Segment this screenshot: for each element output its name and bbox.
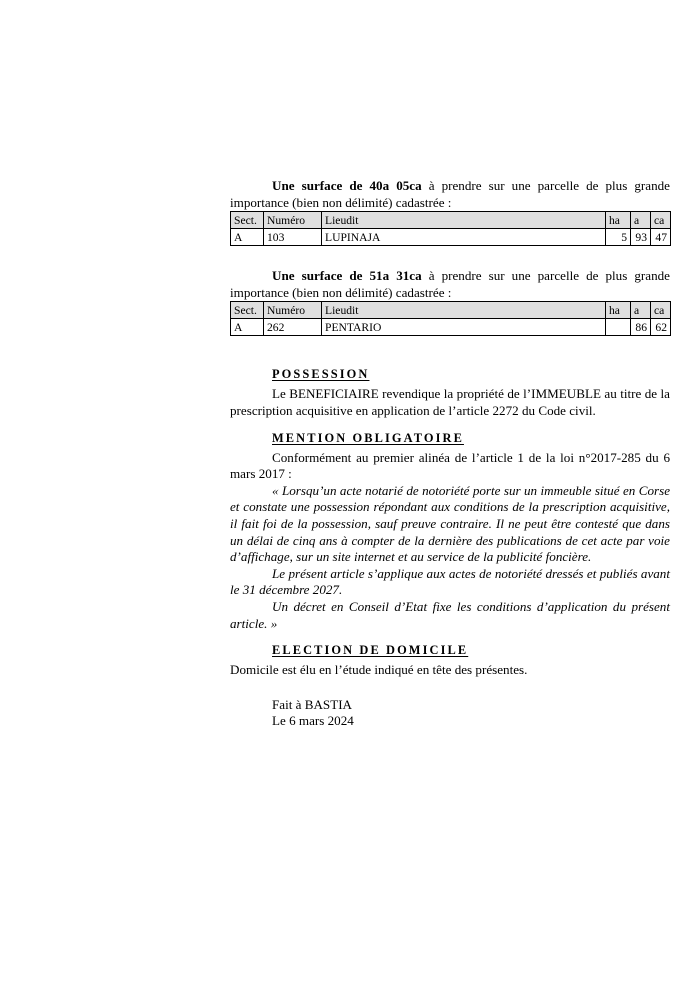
table-row	[231, 229, 671, 246]
mention-obligatoire-paragraph: Conformément au premier alinéa de l’article 1 de la loi n°2017-285 du 6 mars 2017 :	[230, 449, 670, 482]
col-header-ha: ha	[606, 302, 631, 319]
signature-date: Le 6 mars 2024	[272, 713, 354, 729]
election-de-domicile-paragraph: Domicile est élu en l’étude indiqué en tête des présentes.	[230, 662, 528, 678]
legal-quote-paragraph-3: Un décret en Conseil d’Etat fixe les conditions d’application du présent article. »	[230, 598, 670, 631]
spacer	[230, 632, 670, 642]
col-header-lieudit: Lieudit	[322, 212, 606, 229]
parcel-block-2	[230, 268, 670, 336]
table-header-row	[231, 302, 671, 319]
signature-block	[230, 697, 670, 730]
section-heading-mention-obligatoire	[230, 430, 670, 446]
col-header-ca: ca	[651, 212, 671, 229]
col-header-lieudit: Lieudit	[322, 302, 606, 319]
section-heading-election-de-domicile	[230, 642, 670, 658]
cell-sect: A	[231, 229, 264, 246]
cadastral-table-2	[230, 301, 671, 336]
legal-quote-paragraph-2: Le présent article s’applique aux actes de notoriété dressés et publiés avant le 31 décembre 2027.	[230, 565, 670, 598]
cell-a: 86	[631, 319, 651, 336]
parcel-block-1	[230, 178, 670, 246]
section-heading-election-de-domicile-text: ELECTION DE DOMICILE	[272, 643, 469, 658]
section-heading-possession	[230, 366, 670, 382]
cadastral-table-1	[230, 211, 671, 246]
col-header-numero: Numéro	[264, 212, 322, 229]
cell-numero: 262	[264, 319, 322, 336]
parcel-intro-rest-2: à prendre sur une parcelle de plus grande importance (bien non délimité) cadastrée :	[230, 268, 670, 300]
col-header-a: a	[631, 212, 651, 229]
cell-lieudit: LUPINAJA	[322, 229, 606, 246]
legal-quote-paragraph-1: « Lorsqu’un acte notarié de notoriété porte sur un immeuble situé en Corse et constate une possession répondant aux conditions de la prescription acquisitive, il fait foi de la possession, sauf preuve contraire. Il ne peut être contesté que dans un délai de cinq ans à compter de la dernière des publications de cet acte par voie d’affichage, sur un site internet et au service de la publicité foncière.	[230, 482, 670, 565]
cell-ha: 5	[606, 229, 631, 246]
parcel-intro-rest-1: à prendre sur une parcelle de plus grande importance (bien non délimité) cadastrée :	[230, 178, 670, 210]
cell-numero: 103	[264, 229, 322, 246]
spacer	[230, 336, 670, 366]
cell-ca: 62	[651, 319, 671, 336]
spacer	[230, 246, 670, 268]
col-header-numero: Numéro	[264, 302, 322, 319]
col-header-ca: ca	[651, 302, 671, 319]
parcel-surface-label-2: Une surface de 51a 31ca	[272, 268, 422, 284]
col-header-sect: Sect.	[231, 212, 264, 229]
col-header-ha: ha	[606, 212, 631, 229]
cell-sect: A	[231, 319, 264, 336]
table-header-row	[231, 212, 671, 229]
spacer	[230, 679, 670, 697]
cell-ha	[606, 319, 631, 336]
parcel-surface-label-1: Une surface de 40a 05ca	[272, 178, 422, 193]
col-header-a: a	[631, 302, 651, 319]
document-content	[230, 178, 670, 730]
signature-place: Fait à BASTIA	[272, 696, 353, 712]
section-heading-possession-text: POSSESSION	[272, 367, 370, 382]
cell-a: 93	[631, 229, 651, 246]
table-row	[231, 319, 671, 336]
parcel-intro-2	[230, 268, 670, 301]
parcel-intro-1	[230, 178, 670, 211]
section-heading-mention-obligatoire-text: MENTION OBLIGATOIRE	[272, 430, 464, 445]
cell-ca: 47	[651, 229, 671, 246]
spacer	[230, 420, 670, 430]
col-header-sect: Sect.	[231, 302, 264, 319]
possession-paragraph: Le BENEFICIAIRE revendique la propriété de l’IMMEUBLE au titre de la prescription acquisitive en application de l’article 2272 du Code civil.	[230, 386, 670, 418]
cell-lieudit: PENTARIO	[322, 319, 606, 336]
